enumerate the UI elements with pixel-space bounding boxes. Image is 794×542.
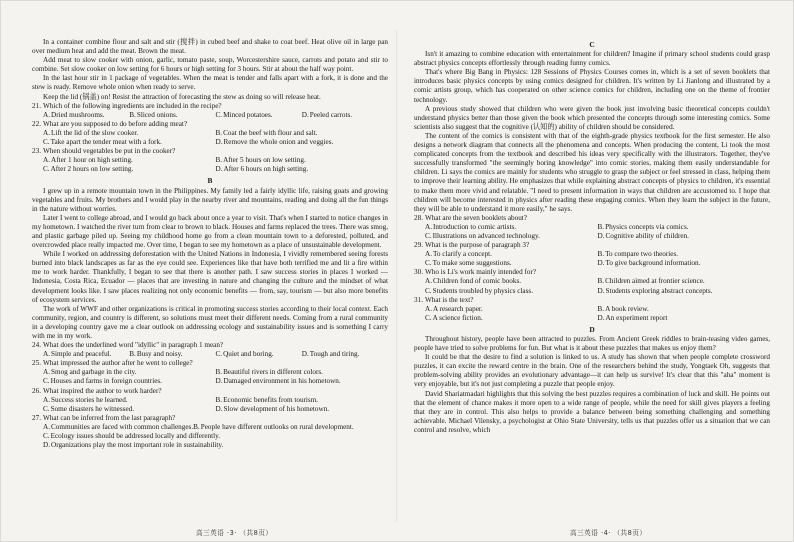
passage-paragraph: The content of the comics is consistent with that of the eighth-grade physics textbook for the first semester. He also designs a network diagram that connects all the phenomena and concepts. When producing the content, Li took the most complicated concepts from the textbook and described his ideas very specifically with the illustrators. Together, they've successfully transformed "the seemingly boring knowledge" into comic stories, making them easily understandable for children. Li says the comics are mainly for students who struggle to grasp the subject or feel stressed in class, helping them to improve their learning ability. He emphasizes that while explaining abstract concepts of physics to children, it's essential to make them more vivid and relatable. "I need to present information in ways that children are accustomed to. I hope that children will become interested in physics after reading these engaging comics. When they learn the subject in the future, they will be able to understand it more easily," he says. [414,131,770,213]
option-text: A science fiction. [432,313,483,322]
answer-option [129,111,215,120]
answer-option [216,396,389,405]
question-stem [32,414,388,423]
option-text: Houses and farms in foreign countries. [50,377,162,386]
option-text: Quiet and boring. [223,350,274,359]
option-letter: A. [43,110,50,119]
passage-paragraph: That's where Big Bang in Physics: 128 Sessions of Physics Courses comes in, which is a set of seven booklets that introduces basic physics concepts by using comics designed for children. It's written by Li Jianlong and illustrated by a comic artists group, which has cooperated on other science comics for children, including one on the theme of frontier technology. [414,68,770,104]
answer-option [43,129,216,138]
option-letter: C. [425,231,432,240]
option-letter: A. [43,350,50,359]
option-letter: C. [43,165,50,174]
option-list [43,423,388,450]
option-letter: D. [43,441,50,450]
option-text: Minced potatoes. [223,110,273,119]
option-list [425,277,770,295]
answer-option [425,287,598,296]
answer-option [425,259,598,268]
answer-option [302,350,388,359]
option-text: Lift the lid of the slow cooker. [51,128,139,137]
answer-option [216,138,389,147]
option-letter: B. [193,422,200,431]
answer-option [216,156,389,165]
option-text: Busy and noisy. [136,350,183,359]
option-letter: D. [597,313,605,322]
answer-option [43,377,216,386]
question-stem [32,120,388,129]
answer-option [216,377,389,386]
question-text: What is the text? [425,295,474,304]
option-text: Students exploring abstract concepts. [605,286,713,295]
option-letter: B. [215,128,223,137]
option-letter: A. [425,277,432,286]
option-letter: A. [43,156,50,165]
option-letter: D. [597,259,605,268]
option-text: Physics concepts via comics. [605,222,689,231]
option-letter: C. [43,404,50,413]
option-text: Introduction to comic artists. [433,222,517,231]
answer-option [43,368,216,377]
question-text: Which of the following ingredients are included in the recipe? [43,101,222,110]
option-text: Children fond of comic books. [433,277,522,286]
question-stem [414,241,770,250]
answer-option [598,223,771,232]
option-letter: B. [597,222,605,231]
answer-option [598,250,771,259]
option-text: Organizations play the most important role in sustainability. [51,441,224,450]
page-divider [396,30,397,522]
option-text: Students troubled by physics class. [432,286,534,295]
answer-option [425,223,598,232]
option-letter: A. [425,250,432,259]
option-text: Ecology issues should be addressed locally and differently. [50,432,221,441]
option-letter: A. [43,395,50,404]
answer-option [598,287,771,296]
question-text: What are the seven booklets about? [425,213,527,222]
answer-option [43,423,193,432]
answer-option [598,305,771,314]
option-list [425,223,770,241]
option-letter: C. [425,313,432,322]
footer-page-3: 高三英语 ·3· （共8页） [196,529,273,537]
footer-page-4: 高三英语 ·4· （共8页） [570,529,647,537]
answer-option [425,250,598,259]
option-text: Smog and garbage in the city. [51,368,137,377]
passage-paragraph: In the last hour stir in 1 package of vegetables. When the meat is tender and falls apart with a fork, it is done and the stew is ready. Remove whole onion when ready to serve. [32,74,388,92]
option-letter: B. [215,368,223,377]
option-text: Sliced onions. [136,110,178,119]
answer-option [425,314,598,323]
option-text: Some disasters he witnessed. [50,404,135,413]
option-text: Cognitive ability of children. [605,231,689,240]
option-text: Beautiful rivers in different colors. [223,368,323,377]
option-letter: D. [215,404,223,413]
answer-option [43,350,129,359]
passage-paragraph: In a container combine flour and salt and stir (搅拌) in cubed beef and shake to coat beef. Heat olive oil in large pan over medium heat and add the meat. Brown the meat. [32,38,388,56]
passage-letter: D [589,324,595,334]
question-stem [32,341,388,350]
option-text: Dried mushrooms. [51,110,105,119]
option-list [43,129,388,147]
question-text: What is the purpose of paragraph 3? [425,241,530,250]
option-text: Illustrations on advanced technology. [432,231,540,240]
option-letter: D. [301,350,309,359]
answer-option [425,232,598,241]
question-stem [32,147,388,156]
answer-option [216,165,389,174]
question-number: 29. [414,241,423,250]
option-text: Remove the whole onion and veggies. [223,138,334,147]
option-letter: A. [425,222,432,231]
option-text: After 5 hours on low setting. [223,156,306,165]
question-number: 22. [32,119,41,128]
passage-paragraph: David Shariatmadari highlights that this solving the best puzzles requires a combination of luck and skill. He points out that the element of chance makes it more open to a wide range of people, while the need for skill gives players a feeling that they are in control. This also helps to provide a balance between being something challenging and something achievable. Michael Vilensky, a psychologist at Ohio State University, tells us that puzzles offer us a situation that we can control and resolve, which [414,389,770,434]
option-text: Coat the beef with flour and salt. [223,128,318,137]
passage-paragraph: Later I went to college abroad, and I would go back about once a year to visit. That's when I started to notice changes in my hometown. I watched the river turn from clear to brown to black. Houses and farms replaced the trees. There was smog, and plastic garbage piled up. Seeing my childhood home go from a clean mountain town to a deforested, polluted, and overcrowded place really impacted me. Over time, I began to see my hometown as a place of unsustainable development. [32,213,388,250]
question-number: 31. [414,295,423,304]
answer-option [43,441,223,450]
option-text: Damaged environment in his hometown. [223,377,341,386]
option-letter: A. [43,368,50,377]
answer-option [43,138,216,147]
option-text: To make some suggestions. [432,259,512,268]
option-list [425,305,770,323]
left-page-column [32,38,388,450]
answer-option [216,405,389,414]
question-number: 25. [32,359,41,368]
answer-option [43,396,216,405]
question-number: 23. [32,147,41,156]
option-text: After 1 hour on high setting. [51,156,133,165]
answer-option [425,277,598,286]
option-letter: D. [301,110,309,119]
option-letter: A. [425,304,432,313]
option-letter: B. [597,277,605,286]
question-number: 21. [32,101,41,110]
option-letter: B. [215,156,223,165]
passage-paragraph: It could be that the desire to find a solution is linked to us. A study has shown that when people complete crossword puzzles, it can excite the reward centre in the brain. One of the researchers behind the study, Yongtaek Oh, suggests that problem-solving ability provides an evolutionary advantage—it can help us survive! It's clear that this "aha" moment is very enjoyable, but it's not just completing a puzzle that people enjoy. [414,353,770,389]
option-text: To compare two theories. [605,250,679,259]
question-text: Who is Li's work mainly intended for? [425,268,537,277]
answer-option [129,350,215,359]
option-letter: D. [597,231,605,240]
question-text: What does the underlined word "idyllic" in paragraph 1 mean? [43,341,224,350]
option-text: Take apart the tender meat with a fork. [50,138,162,147]
option-list [43,396,388,414]
option-letter: A. [43,128,50,137]
option-list [43,156,388,174]
option-list [425,250,770,268]
passage-paragraph: Keep the lid (锅盖) on! Resist the attraction of forecasting the stew as doing so will release heat. [43,92,321,101]
option-text: Economic benefits from tourism. [223,395,319,404]
passage-paragraph: Add meat to slow cooker with onion, garlic, tomato paste, soup, Worcestershire sauce, carrots and potato and stir to combine. Set slow cooker on low setting for 6 hours or high setting for 3 hours. Stir at about the half way point. [32,56,388,74]
option-text: An experiment report [605,313,668,322]
answer-option [43,432,220,441]
answer-option [425,305,598,314]
option-letter: B. [597,250,605,259]
passage-paragraph: I grew up in a remote mountain town in the Philippines. My family led a fairly idyllic life, raising goats and growing vegetables and fruits. My brothers and I would play in the nearby river and mountains, reading and doing all the fun things in the nature without worries. [32,186,388,213]
option-text: To clarify a concept. [433,250,492,259]
question-stem [32,359,388,368]
answer-option [598,232,771,241]
question-stem [414,214,770,223]
answer-option [216,129,389,138]
answer-option [216,368,389,377]
option-letter: C. [215,110,223,119]
answer-option [193,423,354,432]
question-text: What impressed the author after he went to college? [43,359,193,368]
answer-option [216,111,302,120]
question-stem [32,387,388,396]
question-number: 27. [32,413,41,422]
answer-option [598,314,771,323]
option-letter: D. [215,377,223,386]
passage-paragraph: The work of WWF and other organizations is critical in promoting success stories according to their local context. Each community, region, and country is different, so solutions must meet their different needs. Coming from a rural community in a developing country gave me a clear outlook on addressing ecology and sustainability issues and is something I carry with me in my work. [32,304,388,340]
answer-option [598,259,771,268]
option-letter: B. [129,350,136,359]
option-letter: B. [129,110,136,119]
option-letter: A. [43,422,50,431]
option-list [43,111,388,120]
option-letter: C. [43,432,50,441]
option-letter: D. [215,138,223,147]
question-number: 30. [414,268,423,277]
question-number: 26. [32,386,41,395]
option-text: Tough and tiring. [309,350,360,359]
option-letter: B. [597,304,605,313]
passage-paragraph: Throughout history, people have been attracted to puzzles. From Ancient Greek riddles to brain-teasing video games, people have tried to solve problems for fun. But what is it about these puzzles that makes us enjoy them? [414,335,770,353]
question-text: When should vegetables be put in the cooker? [43,147,176,156]
answer-option [43,156,216,165]
option-text: After 2 hours on low setting. [50,165,134,174]
question-stem [414,268,770,277]
answer-option [598,277,771,286]
option-text: Simple and peaceful. [51,350,112,359]
passage-paragraph: While I worked on addressing deforestation with the United Nations in Indonesia, I vividly remembered seeing forests burned into black landscapes as far as the eye could see. Experiences like that have both terrified me and lit a fire within me to work harder. Thankfully, I began to see that there is another path. I saw success stories in places I worked — Indonesia, Costa Rica, Ecuador — places that are investing in nature and changing the culture and the mindset of what development looks like. I saw places realizing not only economic benefits — from, say, tourism — but also more benefits of ecosystem services. [32,250,388,304]
passage-paragraph: A previous study showed that children who were given the book just involving basic theoretical concepts couldn't understand physics better than those given the book which presented the concepts through some interesting comics. Some scientists also suggest that the cognitive (认知的) ability of children should be considered. [414,104,770,131]
option-text: Children aimed at frontier science. [605,277,705,286]
option-letter: C. [425,259,432,268]
passage-paragraph: Isn't it amazing to combine education with entertainment for children? Imagine if primary school students could grasp abstract physics concepts effortlessly through reading funny comics. [414,50,770,68]
option-letter: D. [215,165,223,174]
option-letter: C. [43,138,50,147]
option-letter: C. [43,377,50,386]
option-letter: C. [215,350,223,359]
answer-option [43,165,216,174]
question-number: 24. [32,341,41,350]
question-text: What inspired the author to work harder? [43,386,162,395]
answer-option [302,111,388,120]
option-text: Slow development of his hometown. [223,404,330,413]
passage-letter: C [589,40,595,49]
answer-option [43,111,129,120]
option-letter: C. [425,286,432,295]
option-list [43,350,388,359]
right-page-column [414,38,770,435]
option-letter: B. [215,395,223,404]
question-stem [32,102,388,111]
option-list [43,368,388,386]
option-letter: D. [597,286,605,295]
option-text: Communities are faced with common challenges. [51,422,194,431]
option-text: Success stories he learned. [51,395,128,404]
option-text: To give background information. [605,259,701,268]
question-text: What are you supposed to do before adding meat? [43,119,188,128]
option-text: After 6 hours on high setting. [223,165,309,174]
passage-letter: B [207,176,213,186]
question-stem [414,296,770,305]
option-text: A book review. [605,304,649,313]
answer-option [216,350,302,359]
option-text: Peeled carrots. [309,110,353,119]
question-number: 28. [414,213,423,222]
option-text: People have different outlooks on rural development. [200,422,354,431]
option-text: A research paper. [433,304,483,313]
answer-option [43,405,216,414]
question-text: What can be inferred from the last paragraph? [43,413,176,422]
